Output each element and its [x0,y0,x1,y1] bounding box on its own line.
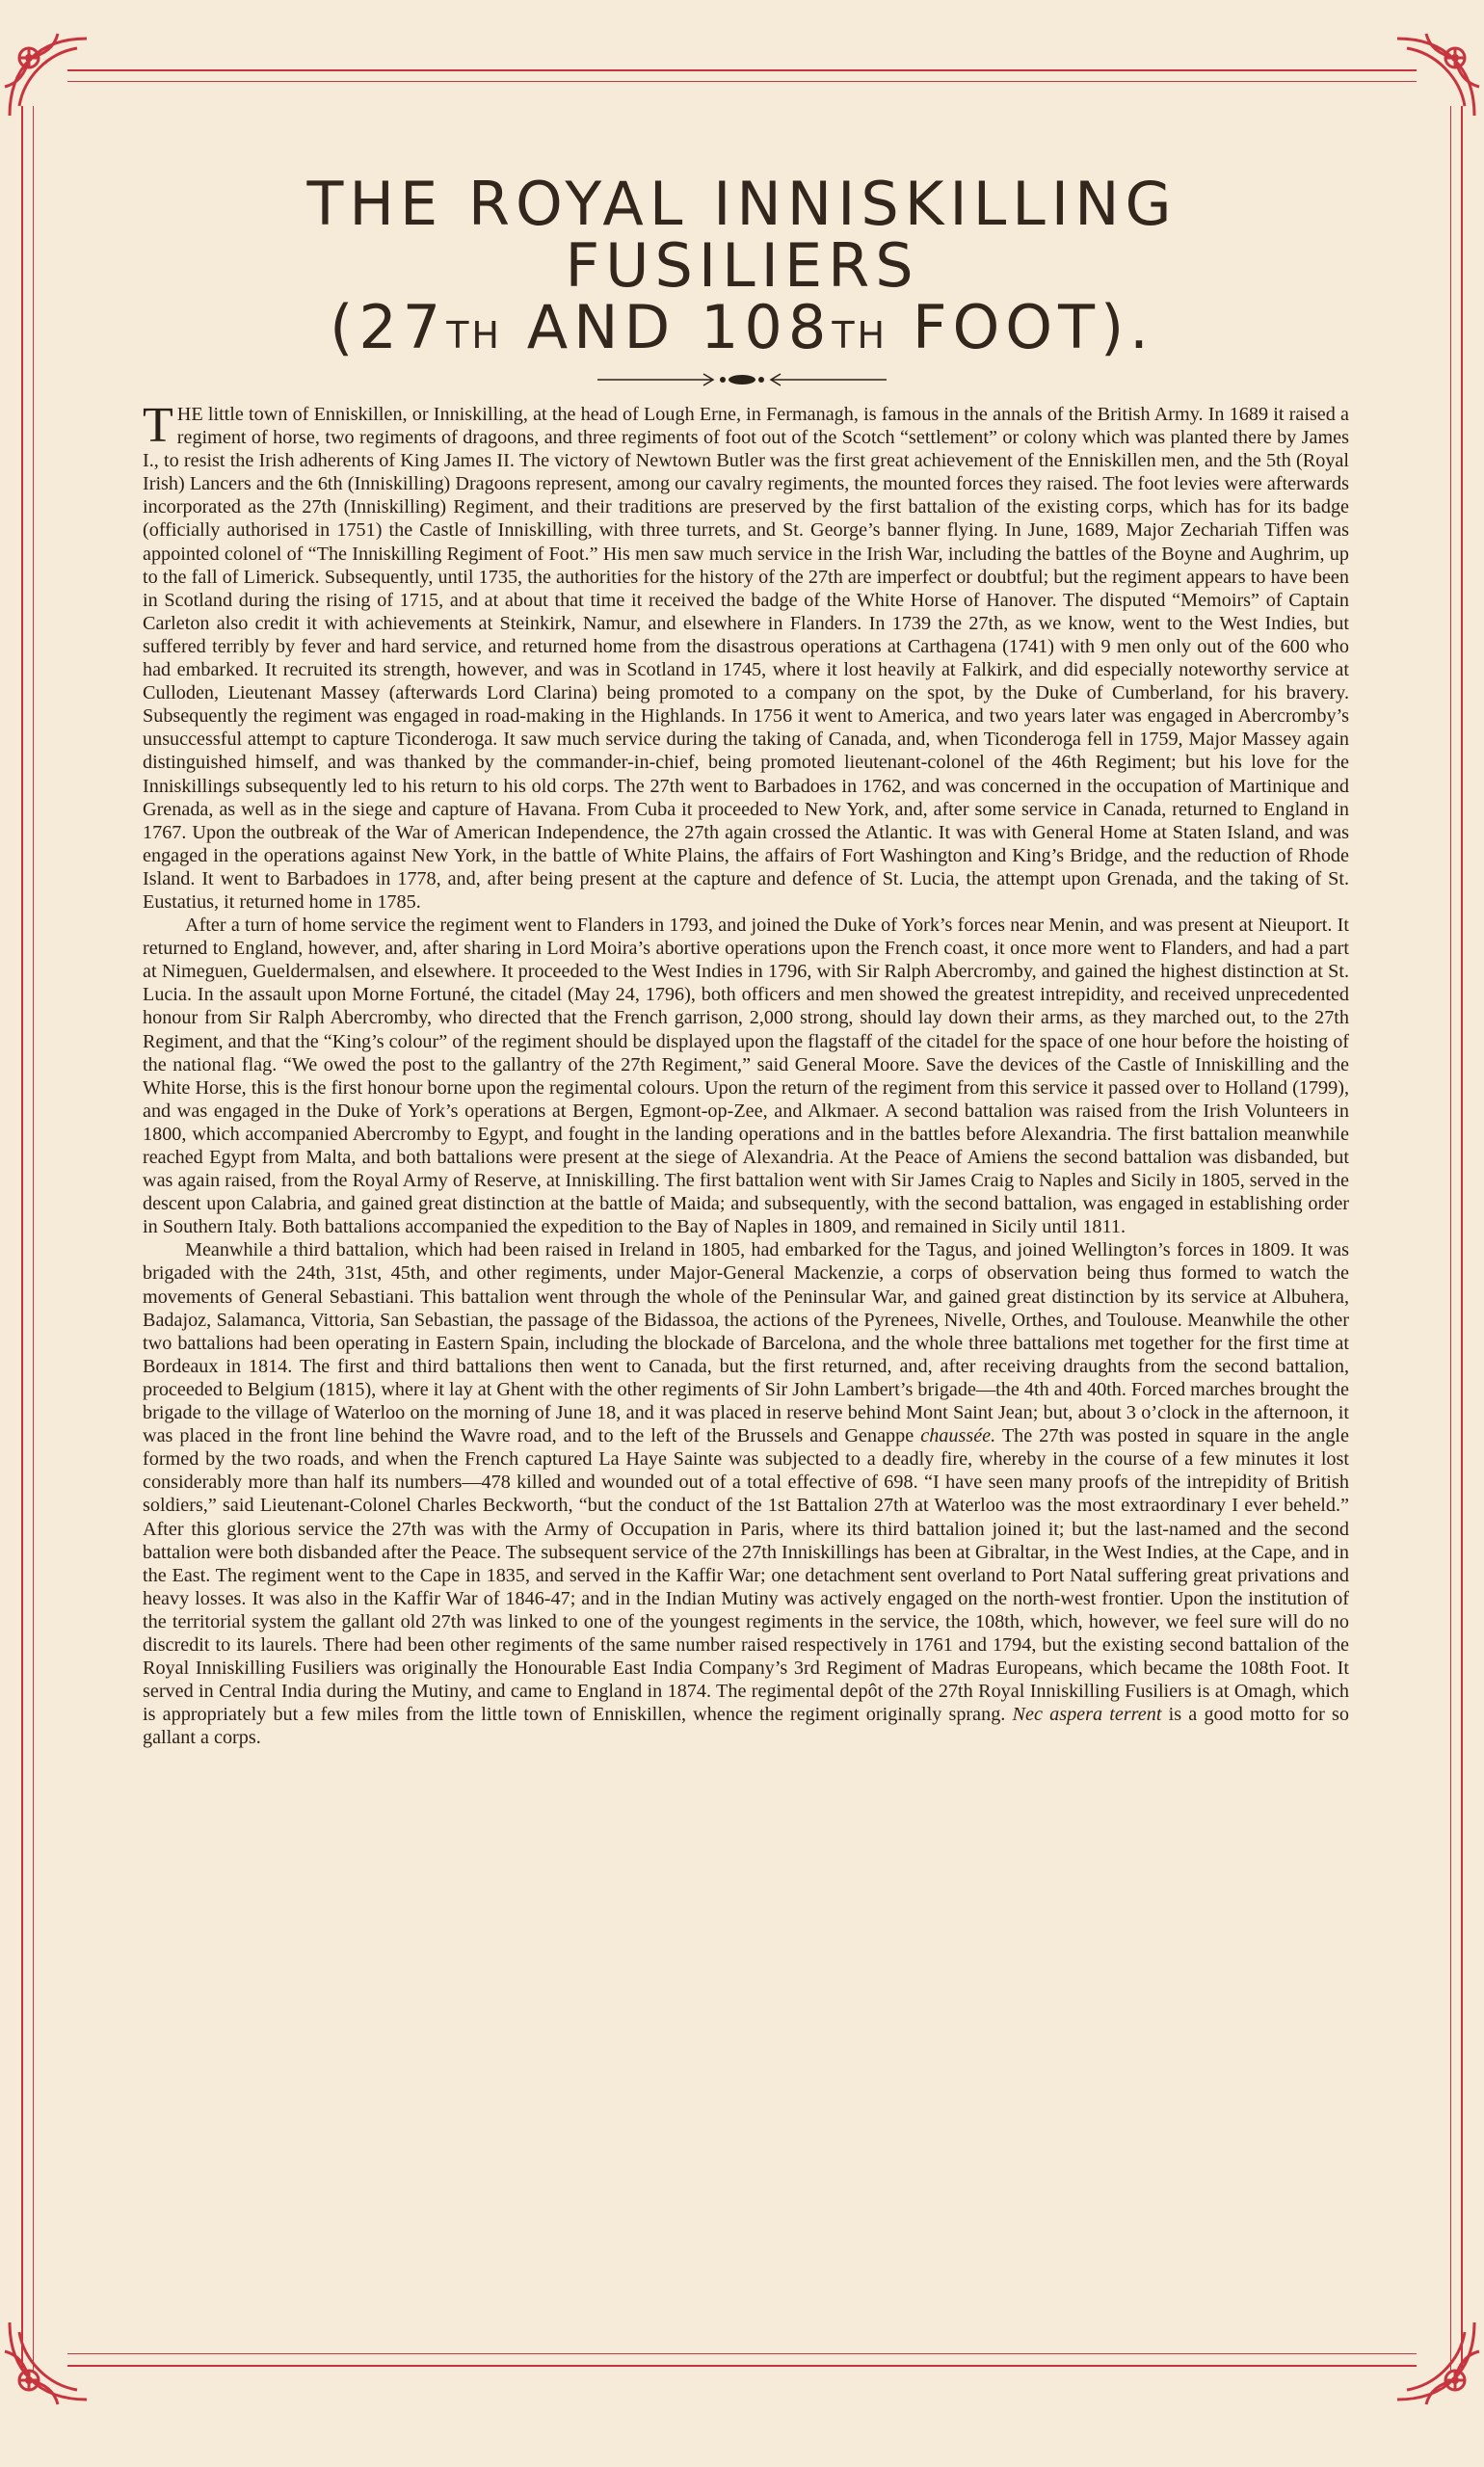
corner-ornament-icon [1388,2313,1484,2409]
title-line-3-suffix: FOOT). [888,292,1154,362]
paragraph-3-text-c: is a good motto for so gallant a corps. [143,1704,1349,1749]
article-body [143,398,1350,1749]
drop-cap: T [143,398,173,453]
paragraph-1-text: HE little town of Enniskillen, or Inniskilling, at the head of Lough Erne, in Fermanagh, is famous in the annals of the British Army. In 1689 it raised a regiment of horse, two regiments of dragoons, and three regiments of foot out of the Scotch “settlement” or colony which was planted there by James I., to resist the Irish adherents of King James II. The victory of Newtown Butler was the first great achievement of the Enniskillen men, and the 5th (Royal Irish) Lancers and the 6th (Inniskilling) Dragoons represent, among our cavalry regiments, the mounted forces they raised. The foot levies were afterwards incorporated as the 27th (Inniskilling) Regiment, and their traditions are preserved by the first battalion of the existing corps, which has for its badge (officially authorised in 1751) the Castle of Inniskilling, with three turrets, and St. George’s banner flying. In June, 1689, Major Zechariah Tiffen was appointed colonel of “The Inniskilling Regiment of Foot.” His men saw much service in the Irish War, including the battles of the Boyne and Aughrim, up to the fall of Limerick. Subsequently, until 1735, the authorities for the history of the 27th are imperfect or doubtful; but the regiment appears to have been in Scotland during the rising of 1715, and at about that time it received the badge of the White Horse of Hanover. The disputed “Memoirs” of Captain Carleton also credit it with achievements at Steinkirk, Namur, and elsewhere in Flanders. In 1739 the 27th, as we know, went to the West Indies, but suffered terribly by fever and hard service, and returned home from the disastrous operations at Carthagena (1741) with 9 men only out of the 600 who had embarked. It recruited its strength, however, and was in Scotland in 1745, where it lost heavily at Falkirk, and did especially noteworthy service at Culloden, Lieutenant Massey (afterwards Lord Clarina) being promoted to a company on the spot, by the Duke of Cumberland, for his bravery. Subsequently the regiment was engaged in road-making in the Highlands. In 1756 it went to America, and two years later was engaged in Abercromby’s unsuccessful attempt to capture Ticonderoga. It saw much service during the taking of Canada, and, when Ticonderoga fell in 1759, Major Massey again distinguished himself, and was thanked by the commander-in-chief, being promoted lieutenant-colonel of the 46th Regiment; but his love for the Inniskillings subsequently led to his return to his old corps. The 27th went to Barbadoes in 1762, and was concerned in the occupation of Martinique and Grenada, as well as in the siege and capture of Havana. From Cuba it proceeded to New York, and, after some service in Canada, returned to England in 1767. Upon the outbreak of the War of American Independence, the 27th again crossed the Atlantic. It was with General Home at Staten Island, and was engaged in the operations against New York, in the battle of White Plains, the affairs of Fort Washington and King’s Bridge, and the reduction of Rhode Island. It went to Barbadoes in 1778, and, after being present at the capture and defence of St. Lucia, the attempt upon Grenada, and the taking of St. Eustatius, it returned home in 1785. [143,404,1349,913]
title-line-3-mid: AND 108 [502,292,833,362]
border-rule-right-inner [1450,106,1451,2371]
paragraph-3-italic-a: chaussée. [920,1425,996,1447]
border-rule-top-inner [67,81,1417,82]
title-line-3-th-2: TH [832,314,888,357]
page-title [135,169,1349,366]
border-rule-right [1461,106,1463,2371]
title-line-3-th-1: TH [446,314,503,357]
border-rule-bottom-inner [67,2353,1417,2354]
paragraph-3 [143,1238,1349,1749]
border-rule-bottom [67,2365,1417,2367]
border-rule-left [21,106,23,2371]
border-rule-left-inner [33,106,34,2371]
paragraph-3-text-b: The 27th was posted in square in the angle formed by the two roads, and when the French captured La Haye Sainte was subjected to a deadly fire, whereby in the course of a few minutes it lost considerably more than half its numbers—478 killed and wounded out of a total effective of 698. “I have seen many proofs of the intrepidity of British soldiers,” said Lieutenant-Colonel Charles Beckworth, “but the conduct of the 1st Battalion 27th at Waterloo was the most extraordinary I ever beheld.” After this glorious service the 27th was with the Army of Occupation in Paris, where its third battalion joined it; but the last-named and the second battalion were both disbanded after the Peace. The subsequent service of the 27th Inniskillings has been at Gibraltar, in the West Indies, at the Cape, and in the East. The regiment went to the Cape in 1835, and served in the Kaffir War; one detachment sent overland to Port Natal suffering great privations and heavy losses. It was also in the Kaffir War of 1846-47; and in the Indian Mutiny was actively engaged on the north-west frontier. Upon the institution of the territorial system the gallant old 27th was linked to one of the youngest regiments in the service, the 108th, which, however, we feel sure will do no discredit to its laurels. There had been other regiments of the same number raised respectively in 1761 and 1794, but the existing second battalion of the Royal Inniskilling Fusiliers was originally the Honourable East India Company’s 3rd Regiment of Madras Europeans, which became the 108th Foot. It served in Central India during the Mutiny, and came to England in 1874. The regimental depôt of the 27th Royal Inniskilling Fusiliers is at Omagh, which is appropriately but a few miles from the little town of Enniskillen, whence the regiment originally sprang. [143,1425,1349,1726]
corner-ornament-icon [1388,29,1484,125]
paragraph-2: After a turn of home service the regiment went to Flanders in 1793, and joined the Duke of York’s forces near Menin, and was present at Nieuport. It returned to England, however, and, after sharing in Lord Moira’s abortive operations upon the French coast, it once more went to Flanders, and had a part at Nimeguen, Gueldermalsen, and elsewhere. It proceeded to the West Indies in 1796, with Sir Ralph Abercromby, and gained the highest distinction at St. Lucia. In the assault upon Morne Fortuné, the citadel (May 24, 1796), both officers and men showed the greatest intrepidity, and received unprecedented honour from Sir Ralph Abercromby, who directed that the French garrison, 2,000 strong, should lay down their arms, as they marched out, to the 27th Regiment, and that the “King’s colour” of the regiment should be displayed upon the flagstaff of the citadel for the space of one hour before the hoisting of the national flag. “We owed the post to the gallantry of the 27th Regiment,” said General Moore. Save the devices of the Castle of Inniskilling and the White Horse, this is the first honour borne upon the regimental colours. Upon the return of the regiment from this service it passed over to Holland (1799), and was engaged in the Duke of York’s operations at Bergen, Egmont-op-Zee, and Alkmaer. A second battalion was raised from the Irish Volunteers in 1800, which accompanied Abercromby to Egypt, and fought in the landing operations and in the battles before Alexandria. The first battalion meanwhile reached Egypt from Malta, and both battalions were present at the siege of Alexandria. At the Peace of Amiens the second battalion was disbanded, but was again raised, from the Royal Army of Reserve, at Inniskilling. The first battalion went with Sir James Craig to Naples and Sicily in 1805, served in the descent upon Calabria, and gained great distinction at the battle of Maida; and subsequently, with the second battalion, was engaged in establishing order in Southern Italy. Both battalions accompanied the expedition to the Bay of Naples in 1809, and remained in Sicily until 1811. [143,915,1350,1238]
paragraph-1 [143,398,1349,914]
title-line-1: THE ROYAL INNISKILLING [306,169,1178,239]
flourish-divider-icon [597,368,887,391]
corner-ornament-icon [0,2313,96,2409]
paragraph-3-text-a: Meanwhile a third battalion, which had been raised in Ireland in 1805, had embarked for the Tagus, and joined Wellington’s forces in 1809. It was brigaded with the 24th, 31st, 45th, and other regiments, under Major-General Mackenzie, a corps of observation being thus formed to watch the movements of General Sebastiani. This battalion went through the whole of the Peninsular War, and gained great distinction by its service at Albuhera, Badajoz, Salamanca, Vittoria, San Sebastian, the passage of the Bidassoa, the actions of the Pyrenees, Nivelle, Orthes, and Toulouse. Meanwhile the other two battalions had been operating in Eastern Spain, including the blockade of Barcelona, and the whole three battalions met together for the first time at Bordeaux in 1814. The first and third battalions then went to Canada, but the first returned, and, after receiving draughts from the second battalion, proceeded to Belgium (1815), where it lay at Ghent with the other regiments of Sir John Lambert’s brigade—the 4th and 40th. Forced marches brought the brigade to the village of Waterloo on the morning of June 18, and it was placed in reserve behind Mont Saint Jean; but, about 3 o’clock in the afternoon, it was placed in the front line behind the Wavre road, and to the left of the Brussels and Genappe [143,1239,1349,1447]
title-line-3-prefix: (27 [330,292,447,362]
corner-ornament-icon [0,29,96,125]
title-line-3 [135,292,1349,366]
motto: Nec aspera terrent [1012,1704,1162,1726]
border-rule-top [67,69,1417,71]
title-line-2: FUSILIERS [565,230,919,301]
